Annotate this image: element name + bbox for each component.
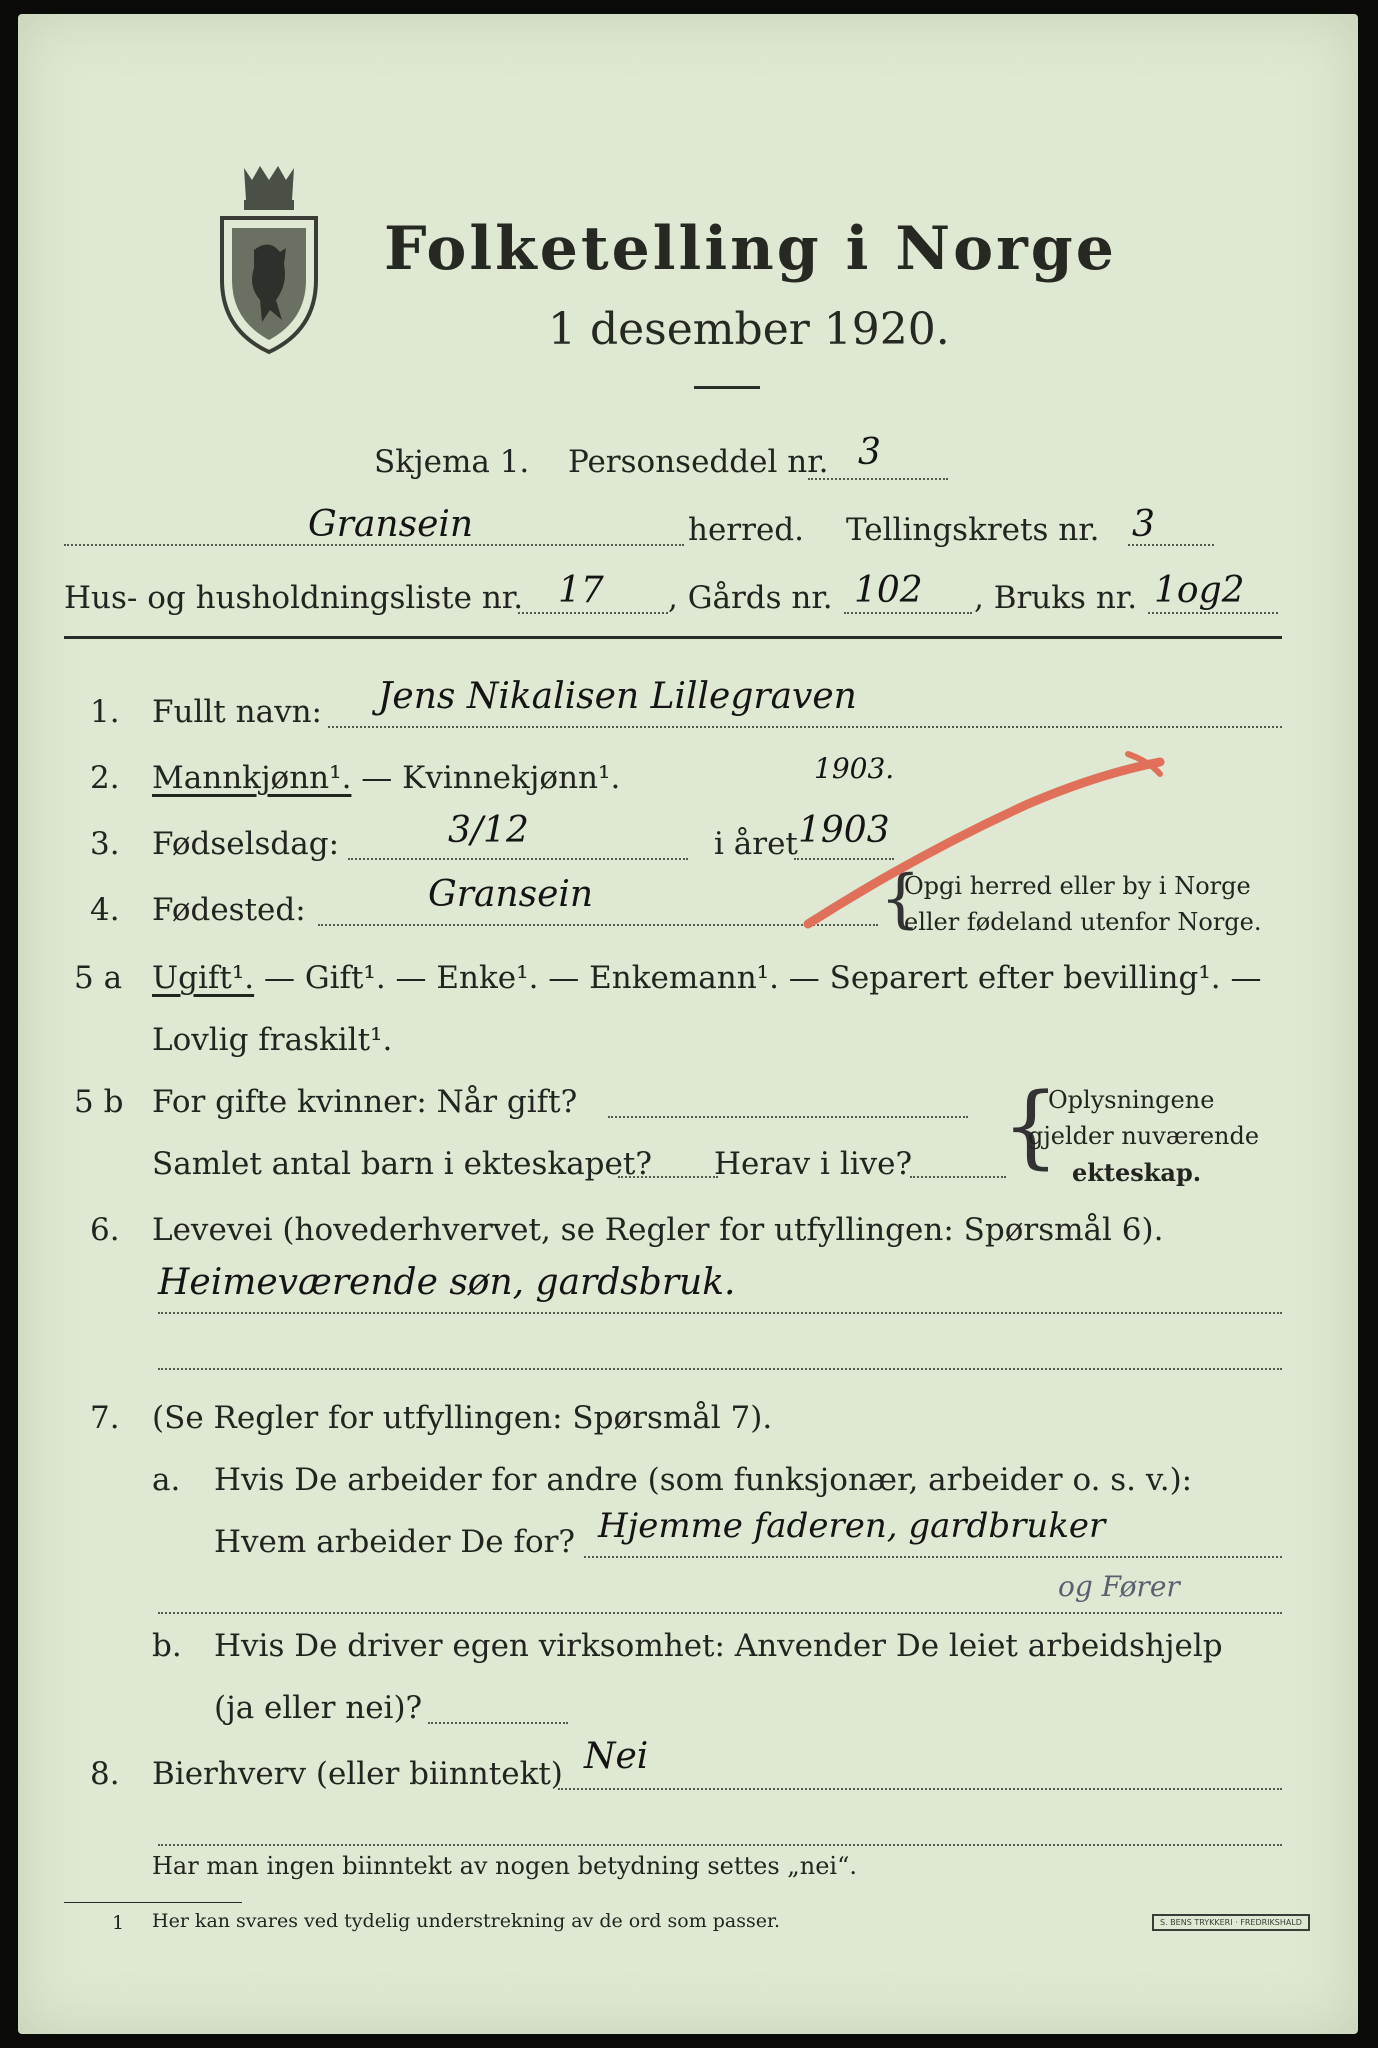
hus-label: Hus- og husholdningsliste nr. [64,580,524,616]
census-form [18,14,1358,2034]
q7a-extra: og Fører [1058,1570,1180,1603]
q2-note: 1903. [814,752,895,785]
q1-line [328,726,1282,728]
tellingskrets-label: Tellingskrets nr. [846,512,1100,548]
q4-brace: { [880,862,921,936]
printer-stamp: S. BENS TRYKKERI · FREDRIKSHALD [1152,1914,1310,1931]
q7a-line2: Hvem arbeider De for? [214,1524,576,1560]
form-title: Folketelling i Norge [384,214,1117,284]
q7b-line [428,1722,568,1724]
q3-label: Fødselsdag: [152,826,340,862]
q8-number: 8. [90,1756,120,1792]
q5b-live-line [910,1176,1006,1178]
herred-label: herred. [688,512,804,548]
q4-note-2: eller fødeland utenfor Norge. [904,908,1262,936]
bruks-value: 1og2 [1154,570,1245,611]
q5b-barn-line [618,1176,718,1178]
q6-number: 6. [90,1212,120,1248]
q3-year-value: 1903 [798,810,890,851]
q2-options [152,760,620,796]
q1-value: Jens Nikalisen Lillegraven [378,676,857,717]
q4-line [318,924,878,926]
bruks-label: , Bruks nr. [974,580,1138,616]
q7-label: (Se Regler for utfyllingen: Spørsmål 7). [152,1400,773,1436]
q7b-line1: Hvis De driver egen virksomhet: Anvender De leiet arbeidshjelp [214,1628,1223,1664]
tellingskrets-value: 3 [1132,504,1155,545]
q4-number: 4. [90,892,120,928]
personseddel-label: Personseddel nr. [568,444,829,480]
coat-of-arms-icon [214,160,324,355]
q4-value: Gransein [428,874,594,915]
q4-label: Fødested: [152,892,306,928]
gards-line [844,612,972,614]
header-rule [64,636,1282,639]
q5b-line1: For gifte kvinner: Når gift? [152,1084,578,1120]
q5b-note-3: ekteskap. [1072,1158,1202,1187]
q7b-line2: (ja eller nei)? [214,1690,423,1726]
q8-line-2 [158,1844,1282,1846]
q1-label: Fullt navn: [152,694,322,730]
form-date: 1 desember 1920. [548,304,950,355]
q2-female-option: Kvinnekjønn¹. [402,760,621,796]
bruks-line [1148,612,1278,614]
q5a-line2: Lovlig fraskilt¹. [152,1022,393,1058]
q6-line-1 [158,1312,1282,1314]
q3-number: 3. [90,826,120,862]
q8-label: Bierhverv (eller biinntekt) [152,1756,563,1792]
q2-male-option: Mannkjønn¹. [152,760,352,796]
skjema-label: Skjema 1. [374,444,530,480]
q7a-line [584,1556,1282,1558]
gards-label: , Gårds nr. [668,580,833,616]
q6-line-2 [158,1368,1282,1370]
q7a-line-2 [158,1612,1282,1614]
footnote-mark: 1 [112,1912,125,1934]
q8-line [558,1788,1282,1790]
q7b-letter: b. [152,1628,182,1664]
footnote-text: Her kan svares ved tydelig understrekning av de ord som passer. [152,1910,781,1932]
q2-separator: — [351,760,403,796]
q5b-gift-line [608,1116,968,1118]
hus-value: 17 [558,570,604,611]
personseddel-value: 3 [858,432,881,473]
q1-number: 1. [90,694,120,730]
q5b-line2b: Herav i live? [714,1146,913,1182]
q5a-ugift-option: Ugift¹. [152,960,255,996]
q8-value: Nei [584,1736,649,1777]
q4-note-1: Opgi herred eller by i Norge [904,872,1251,900]
q2-number: 2. [90,760,120,796]
hus-line [518,612,668,614]
title-divider [694,386,760,389]
q7a-letter: a. [152,1462,181,1498]
q5b-number: 5 b [74,1084,124,1120]
q5a-options [152,960,1261,996]
q5b-line2a: Samlet antal barn i ekteskapet? [152,1146,652,1182]
q5b-note-2: gjelder nuværende [1028,1122,1260,1150]
q5a-other-options: — Gift¹. — Enke¹. — Enkemann¹. — Separert efter bevilling¹. — [254,960,1262,996]
q7-number: 7. [90,1400,120,1436]
q5b-note-1: Oplysningene [1048,1086,1215,1114]
nei-note: Har man ingen biinntekt av nogen betydning settes „nei“. [152,1852,857,1880]
q6-label: Levevei (hovederhvervet, se Regler for utfyllingen: Spørsmål 6). [152,1212,1164,1248]
q7a-value: Hjemme faderen, gardbruker [598,1506,1106,1546]
q3-line [348,858,688,860]
q6-value: Heimeværende søn, gardsbruk. [158,1262,736,1303]
red-pencil-mark [798,734,1178,934]
q7a-line1: Hvis De arbeider for andre (som funksjonær, arbeider o. s. v.): [214,1462,1193,1498]
q3-value: 3/12 [448,810,529,851]
gards-value: 102 [854,570,923,611]
q5b-brace: { [1002,1074,1060,1179]
footnote-rule [64,1902,242,1903]
q5a-number: 5 a [74,960,123,996]
personseddel-line [808,478,948,480]
herred-value: Gransein [308,504,474,545]
q3-year-label: i året [714,826,798,862]
